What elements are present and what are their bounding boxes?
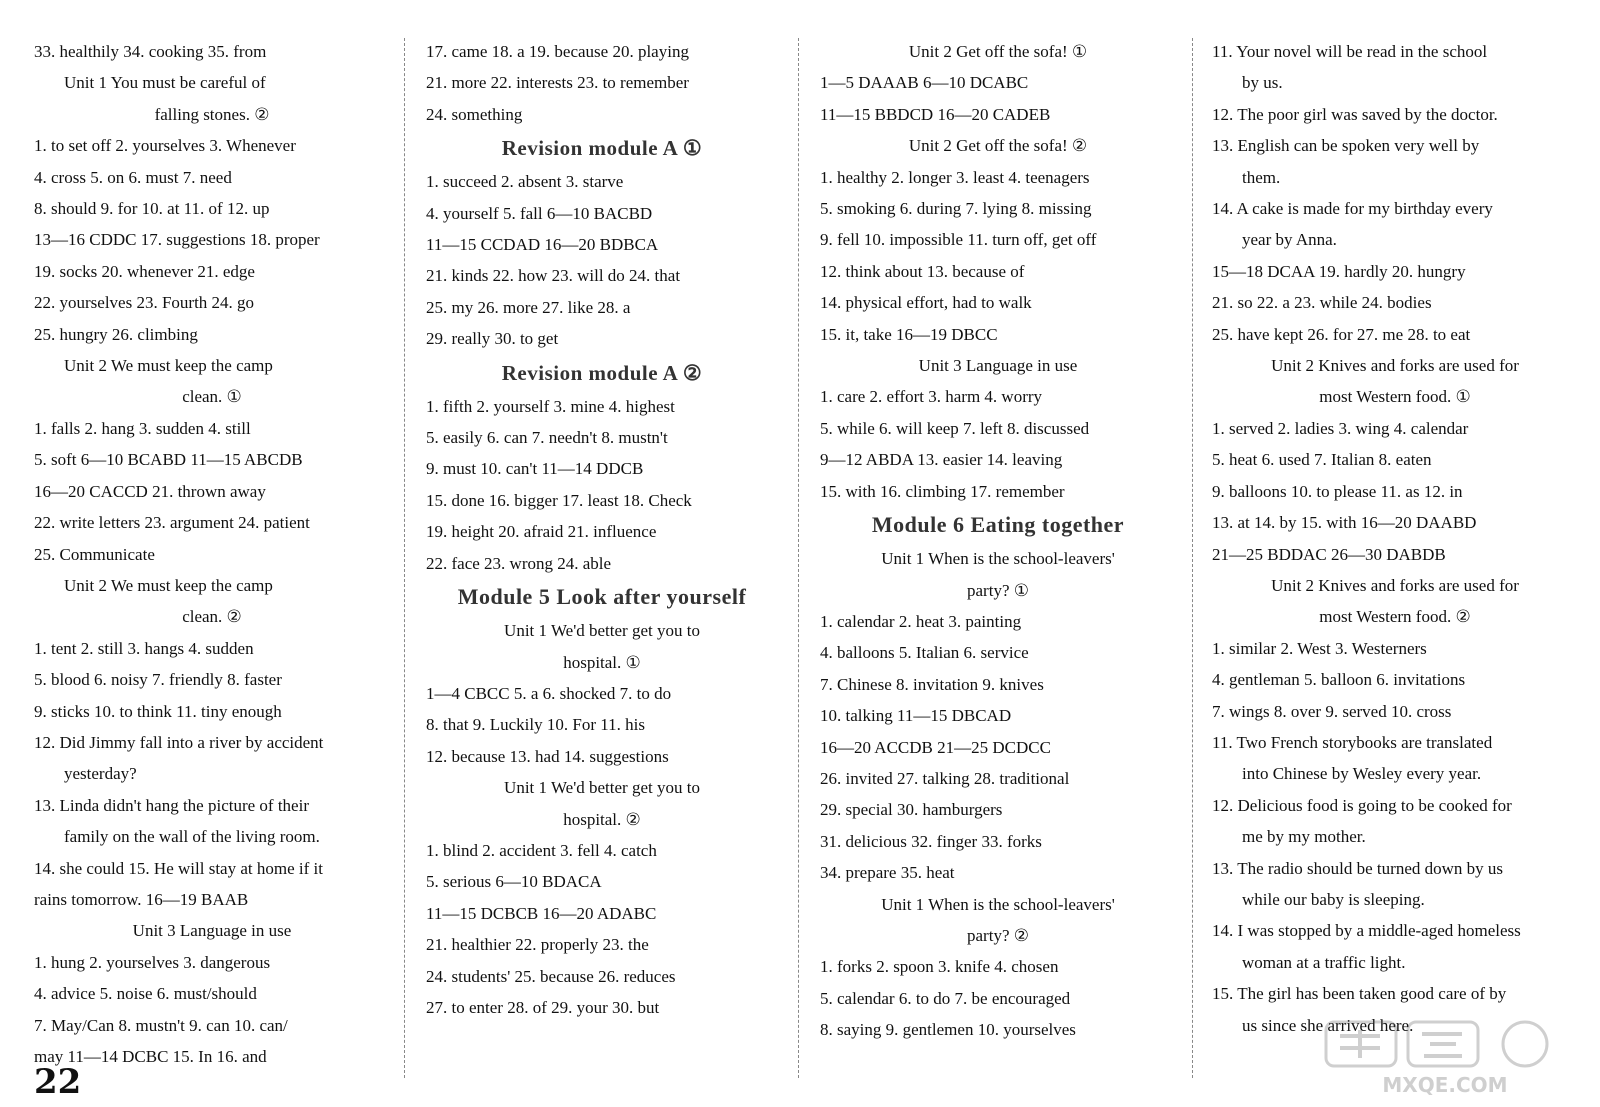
answer-line: 21—25 BDDAC 26—30 DABDB (1212, 544, 1446, 564)
answer-line: 13. English can be spoken very well by (1212, 136, 1480, 156)
unit-heading: Unit 2 Knives and forks are used for (1271, 575, 1519, 595)
answer-line-cont: by us. (1242, 73, 1283, 93)
answer-line: 22. face 23. wrong 24. able (426, 553, 612, 573)
answer-line: 12. Delicious food is going to be cooked for (1212, 795, 1512, 815)
answer-line: 21. healthier 22. properly 23. the (426, 935, 649, 955)
answer-line: 1—5 DAAAB 6—10 DCABC (820, 73, 1029, 93)
unit-heading-cont: party? ① (967, 580, 1029, 600)
answer-line: 1. hung 2. yourselves 3. dangerous (34, 952, 271, 972)
svg-text:MXQE.COM: MXQE.COM (1382, 1073, 1508, 1097)
answer-line: 26. invited 27. talking 28. traditional (820, 768, 1070, 788)
answer-line: 4. balloons 5. Italian 6. service (820, 643, 1029, 663)
answer-line: 1. care 2. effort 3. harm 4. worry (820, 387, 1043, 407)
answer-line: 1. succeed 2. absent 3. starve (426, 172, 624, 192)
answer-line: 14. I was stopped by a middle-aged homeless (1212, 921, 1521, 941)
answer-line-cont: me by my mother. (1242, 827, 1366, 847)
unit-heading-cont: most Western food. ② (1319, 607, 1471, 627)
answer-column-1 (34, 36, 390, 1086)
answer-line: 7. wings 8. over 9. served 10. cross (1212, 701, 1452, 721)
module-heading: Revision module A ① (501, 136, 703, 161)
answer-line: 5. blood 6. noisy 7. friendly 8. faster (34, 670, 282, 690)
answer-line: 10. talking 11—15 DBCAD (820, 706, 1012, 726)
answer-line-cont: woman at a traffic light. (1242, 952, 1406, 972)
answer-line: 21. so 22. a 23. while 24. bodies (1212, 293, 1432, 313)
answer-line-cont: into Chinese by Wesley every year. (1242, 764, 1482, 784)
unit-heading-cont: falling stones. ② (154, 104, 270, 124)
answer-line: 29. special 30. hamburgers (820, 800, 1003, 820)
answer-line: 16—20 CACCD 21. thrown away (34, 481, 266, 501)
answer-line: 5. heat 6. used 7. Italian 8. eaten (1212, 450, 1432, 470)
module-heading: Module 6 Eating together (871, 512, 1125, 538)
answer-line: 8. that 9. Luckily 10. For 11. his (426, 715, 645, 735)
answer-line: 21. kinds 22. how 23. will do 24. that (426, 266, 681, 286)
answer-line: 7. Chinese 8. invitation 9. knives (820, 674, 1044, 694)
answer-line: 9. balloons 10. to please 11. as 12. in (1212, 481, 1463, 501)
answer-line: 1. similar 2. West 3. Westerners (1212, 638, 1427, 658)
answer-line: 17. came 18. a 19. because 20. playing (426, 42, 689, 61)
answer-line: 29. really 30. to get (426, 329, 559, 349)
answer-line: 1. to set off 2. yourselves 3. Whenever (34, 136, 296, 156)
answer-line: 31. delicious 32. finger 33. forks (820, 831, 1042, 851)
unit-heading: Unit 3 Language in use (918, 356, 1078, 376)
column-divider (1192, 38, 1193, 1078)
answer-line: 1. calendar 2. heat 3. painting (820, 611, 1022, 631)
answer-line: 15. it, take 16—19 DBCC (820, 324, 998, 344)
answer-column-2 (426, 36, 778, 1086)
answer-line: 25. my 26. more 27. like 28. a (426, 297, 631, 317)
answer-line: 9—12 ABDA 13. easier 14. leaving (820, 450, 1063, 470)
answer-line-cont: may 11—14 DCBC 15. In 16. and (34, 1047, 267, 1066)
answer-line: 24. something (426, 104, 523, 124)
answer-line: 5. smoking 6. during 7. lying 8. missing (820, 199, 1092, 219)
answer-line: 4. gentleman 5. balloon 6. invitations (1212, 670, 1466, 690)
answer-line: 11. Your novel will be read in the school (1212, 42, 1488, 61)
answer-line: 25. hungry 26. climbing (34, 324, 198, 344)
unit-heading-cont: hospital. ① (563, 652, 641, 672)
answer-line: 25. Communicate (34, 544, 155, 564)
answer-line: 14. physical effort, had to walk (820, 293, 1032, 313)
answer-line: 11. Two French storybooks are translated (1212, 732, 1493, 752)
unit-heading: Unit 1 When is the school-leavers' (881, 549, 1115, 569)
answer-line: 15. done 16. bigger 17. least 18. Check (426, 490, 692, 510)
answer-line: 9. must 10. can't 11—14 DDCB (426, 459, 644, 479)
unit-heading-cont: most Western food. ① (1319, 387, 1471, 407)
answer-line: 5. easily 6. can 7. needn't 8. mustn't (426, 428, 668, 448)
answer-line-cont: yesterday? (64, 764, 137, 784)
unit-heading: Unit 2 We must keep the camp (64, 356, 273, 376)
answer-line: 4. cross 5. on 6. must 7. need (34, 167, 232, 187)
answer-line: 7. May/Can 8. mustn't 9. can 10. can/ (34, 1015, 288, 1035)
unit-heading: Unit 2 Get off the sofa! ② (908, 136, 1088, 156)
unit-heading: Unit 1 We'd better get you to (504, 621, 700, 641)
answer-line: 5. while 6. will keep 7. left 8. discussed (820, 418, 1090, 438)
answer-line: 13—16 CDDC 17. suggestions 18. proper (34, 230, 320, 250)
unit-heading: Unit 2 We must keep the camp (64, 575, 273, 595)
answer-line-cont: them. (1242, 167, 1281, 187)
answer-line: 11—15 CCDAD 16—20 BDBCA (426, 235, 659, 255)
answer-line: 11—15 DCBCB 16—20 ADABC (426, 903, 657, 923)
answer-line: 12. The poor girl was saved by the doctor. (1212, 104, 1498, 124)
answer-line: 13. The radio should be turned down by us (1212, 858, 1504, 878)
unit-heading-cont: clean. ② (182, 607, 242, 627)
answer-line: 8. should 9. for 10. at 11. of 12. up (34, 199, 270, 219)
answer-line: 9. fell 10. impossible 11. turn off, get off (820, 230, 1097, 250)
answer-line: 22. write letters 23. argument 24. patient (34, 513, 310, 533)
answer-line: 5. serious 6—10 BDACA (426, 872, 602, 892)
answer-line: 24. students' 25. because 26. reduces (426, 966, 676, 986)
answer-line-cont: year by Anna. (1242, 230, 1337, 250)
page-number: 22 (34, 1062, 82, 1102)
answer-line: 16—20 ACCDB 21—25 DCDCC (820, 737, 1051, 757)
answer-line: 8. saying 9. gentlemen 10. yourselves (820, 1020, 1076, 1040)
answer-line: 13. at 14. by 15. with 16—20 DAABD (1212, 513, 1477, 533)
answer-column-4 (1212, 36, 1578, 1086)
answer-line: 19. height 20. afraid 21. influence (426, 522, 657, 542)
answer-line: 15—18 DCAA 19. hardly 20. hungry (1212, 261, 1466, 281)
answer-line-cont: while our baby is sleeping. (1242, 889, 1425, 909)
column-divider (798, 38, 799, 1078)
answer-line: 1. healthy 2. longer 3. least 4. teenagers (820, 167, 1090, 187)
answer-line: 4. advice 5. noise 6. must/should (34, 984, 257, 1004)
answer-line: 9. sticks 10. to think 11. tiny enough (34, 701, 282, 721)
module-heading: Revision module A ② (501, 360, 703, 385)
answer-column-3 (820, 36, 1176, 1086)
answer-line: 12. think about 13. because of (820, 261, 1025, 281)
answer-line: 27. to enter 28. of 29. your 30. but (426, 997, 660, 1017)
unit-heading: Unit 1 When is the school-leavers' (881, 894, 1115, 914)
answer-line: 22. yourselves 23. Fourth 24. go (34, 293, 255, 313)
answer-line: 4. yourself 5. fall 6—10 BACBD (426, 203, 653, 223)
answer-line-cont: us since she arrived here. (1242, 1015, 1414, 1035)
answer-line: 25. have kept 26. for 27. me 28. to eat (1212, 324, 1471, 344)
answer-line: 1—4 CBCC 5. a 6. shocked 7. to do (426, 683, 672, 703)
answer-line: 12. because 13. had 14. suggestions (426, 746, 669, 766)
answer-line-cont: family on the wall of the living room. (64, 827, 320, 847)
answer-line: 1. blind 2. accident 3. fell 4. catch (426, 840, 657, 860)
answer-line: 1. fifth 2. yourself 3. mine 4. highest (426, 396, 675, 416)
unit-heading: Unit 3 Language in use (132, 921, 292, 941)
answer-line: 5. soft 6—10 BCABD 11—15 ABCDB (34, 450, 303, 470)
answer-line: 1. falls 2. hang 3. sudden 4. still (34, 418, 251, 438)
unit-heading-cont: hospital. ② (563, 809, 641, 829)
answer-line: 33. healthily 34. cooking 35. from (34, 42, 267, 61)
module-heading: Module 5 Look after yourself (457, 584, 747, 610)
unit-heading-cont: party? ② (967, 925, 1029, 945)
answer-line: 15. with 16. climbing 17. remember (820, 481, 1065, 501)
unit-heading-cont: clean. ① (182, 387, 242, 407)
answer-line: 13. Linda didn't hang the picture of their (34, 795, 309, 815)
answer-line: 34. prepare 35. heat (820, 863, 955, 883)
answer-line: 14. she could 15. He will stay at home if it (34, 858, 323, 878)
answer-line: 15. The girl has been taken good care of by (1212, 984, 1507, 1004)
answer-line: 12. Did Jimmy fall into a river by accident (34, 732, 324, 752)
column-divider (404, 38, 405, 1078)
watermark-logo (1320, 1018, 1570, 1098)
unit-heading: Unit 1 You must be careful of (64, 73, 266, 93)
answer-line-cont: rains tomorrow. 16—19 BAAB (34, 889, 249, 909)
answer-line: 1. served 2. ladies 3. wing 4. calendar (1212, 418, 1469, 438)
answer-line: 5. calendar 6. to do 7. be encouraged (820, 988, 1071, 1008)
unit-heading: Unit 1 We'd better get you to (504, 778, 700, 798)
unit-heading: Unit 2 Knives and forks are used for (1271, 356, 1519, 376)
answer-line: 11—15 BBDCD 16—20 CADEB (820, 104, 1051, 124)
answer-line: 19. socks 20. whenever 21. edge (34, 261, 255, 281)
unit-heading: Unit 2 Get off the sofa! ① (908, 42, 1088, 61)
answer-line: 1. forks 2. spoon 3. knife 4. chosen (820, 957, 1059, 977)
answer-line: 21. more 22. interests 23. to remember (426, 73, 689, 93)
answer-line: 14. A cake is made for my birthday every (1212, 199, 1493, 219)
answer-line: 1. tent 2. still 3. hangs 4. sudden (34, 638, 254, 658)
